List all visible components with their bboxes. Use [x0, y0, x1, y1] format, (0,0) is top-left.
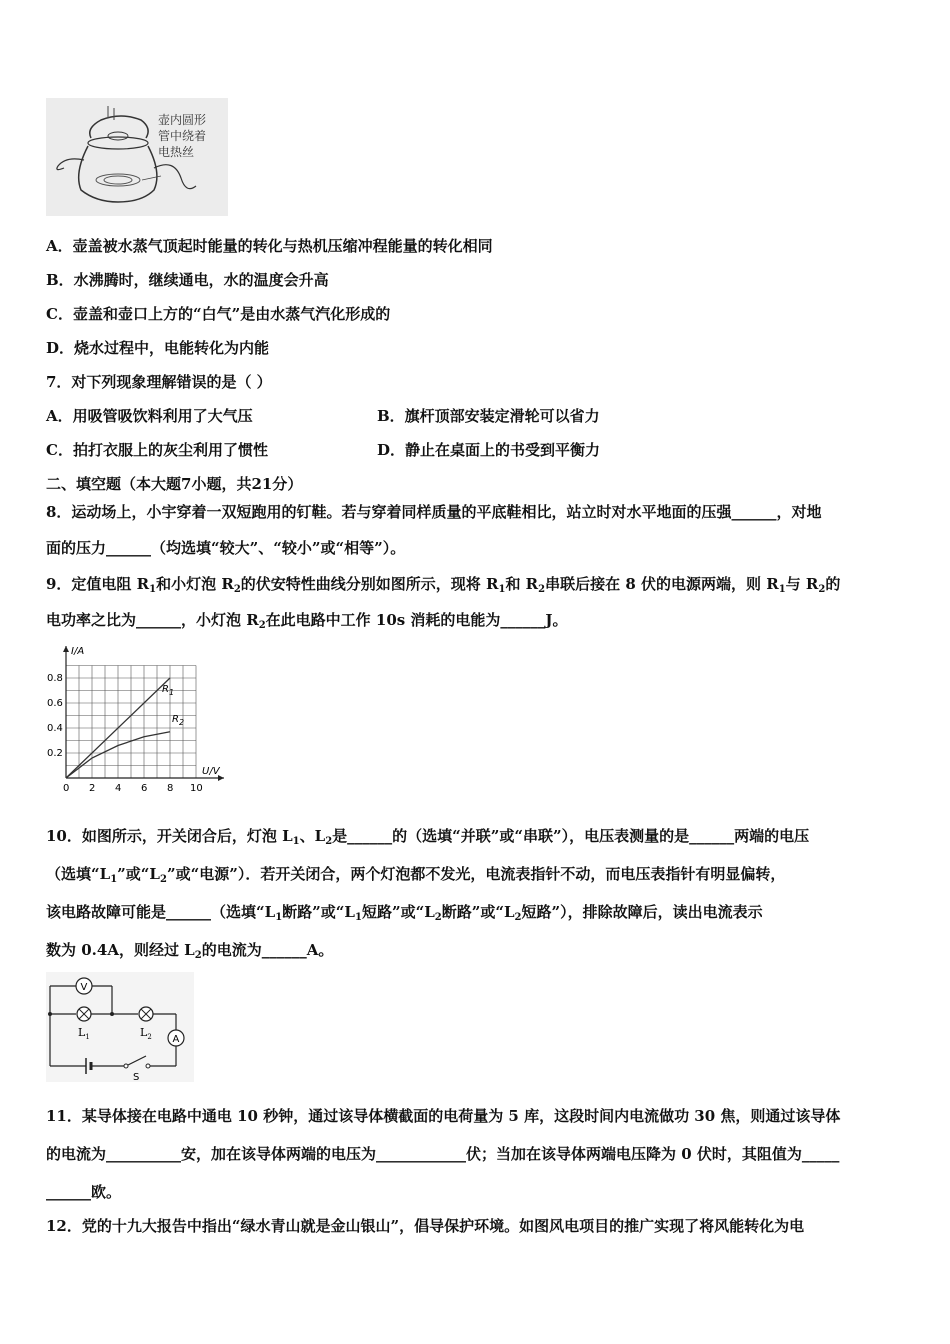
q10-text: 断路”或“L	[282, 903, 355, 921]
r2-label-sub: 2	[178, 718, 185, 727]
ammeter-label: A	[172, 1034, 180, 1045]
q7-row-1	[46, 406, 253, 426]
lamp-l2-label-sub: 2	[147, 1033, 152, 1041]
q10-sub: 2	[325, 836, 333, 847]
q9-sub: 2	[258, 620, 266, 631]
y-axis-label: I/A	[71, 646, 85, 657]
q6-option-c: C．壶盖和壶口上方的“白气”是由水蒸气汽化形成的	[46, 305, 391, 323]
voltmeter-label: V	[80, 982, 88, 993]
r2-label-main: R	[172, 714, 179, 725]
x-tick-8: 8	[167, 783, 174, 794]
x-tick-4: 4	[115, 783, 122, 794]
q8-line-1: 8．运动场上，小宇穿着一双短跑用的钉鞋。若与穿着同样质量的平底鞋相比，站立时对水平地面的压强______，对地	[46, 503, 822, 521]
q6-option-d: D．烧水过程中，电能转化为内能	[46, 339, 270, 357]
r1-label-sub: 1	[168, 688, 175, 697]
q10-text: 该电路故障可能是______（选填“L	[46, 903, 276, 921]
q9-line-1	[46, 574, 840, 594]
q10-sub: 1	[110, 874, 118, 885]
q7-option-d: D．静止在桌面上的书受到平衡力	[377, 441, 601, 459]
q10-text: ”或“L	[117, 865, 160, 883]
kettle-label-3: 电热丝	[158, 145, 195, 159]
q10-line-2	[46, 864, 785, 884]
q9-text: 与 R	[785, 575, 819, 593]
circuit-figure	[46, 972, 194, 1082]
q6-option-a: A．壶盖被水蒸气顶起时能量的转化与热机压缩冲程能量的转化相同	[46, 237, 493, 255]
q10-line-4	[46, 940, 333, 960]
q9-sub: 1	[498, 584, 506, 595]
circuit-svg	[46, 972, 194, 1082]
iu-graph-svg	[46, 640, 236, 800]
q7-option-b: B．旗杆顶部安装定滑轮可以省力	[377, 407, 600, 425]
q11-line-3: ______欧。	[46, 1183, 122, 1201]
x-tick-0: 0	[63, 783, 70, 794]
q10-text: 是______的（选填“并联”或“串联”），电压表测量的是______两端的电压	[332, 827, 810, 845]
q9-text: 的	[825, 575, 841, 593]
q10-sub: 1	[292, 836, 300, 847]
q10-text: （选填“L	[46, 865, 111, 883]
kettle-label-1: 壶内圆形	[158, 113, 207, 127]
q9-text: 的伏安特性曲线分别如图所示，现将 R	[240, 575, 499, 593]
lamp-l2-label-main: L	[140, 1026, 148, 1039]
q10-sub: 2	[159, 874, 167, 885]
q9-text: 串联后接在 8 伏的电源两端，则 R	[545, 575, 779, 593]
q9-sub: 2	[233, 584, 241, 595]
q7-stem: 7．对下列现象理解错误的是（ ）	[46, 373, 272, 391]
q10-sub: 1	[354, 912, 362, 923]
x-tick-2: 2	[89, 783, 96, 794]
q10-line-1	[46, 826, 809, 846]
y-tick-08: 0.8	[47, 673, 63, 684]
q9-text: 和小灯泡 R	[156, 575, 234, 593]
x-tick-6: 6	[141, 783, 148, 794]
q9-sub: 2	[538, 584, 546, 595]
y-axis-arrow	[63, 646, 69, 652]
q10-text: 、L	[299, 827, 326, 845]
q9-text: 和 R	[505, 575, 539, 593]
x-axis-label: U/V	[202, 766, 220, 777]
q10-text: 断路”或“L	[441, 903, 515, 921]
switch-label: S	[133, 1072, 140, 1082]
q10-line-3	[46, 902, 763, 922]
q10-text: 短路”），排除故障后，读出电流表示	[521, 903, 763, 921]
y-tick-06: 0.6	[47, 698, 63, 709]
kettle-label-2: 管中绕着	[158, 129, 207, 143]
q6-option-b: B．水沸腾时，继续通电，水的温度会升高	[46, 271, 329, 289]
q9-text: 在此电路中工作 10s 消耗的电能为______J。	[265, 611, 568, 629]
x-tick-10: 10	[190, 783, 203, 794]
q11-line-2: 的电流为__________安，加在该导体两端的电压为____________伏；当加在该导体两端电压降为 0 伏时，其阻值为_____	[46, 1145, 840, 1163]
q10-sub: 1	[275, 912, 283, 923]
q9-sub: 1	[778, 584, 786, 595]
q10-sub: 2	[194, 950, 202, 961]
q10-sub: 2	[514, 912, 522, 923]
y-tick-02: 0.2	[47, 748, 63, 759]
r2-label	[172, 714, 184, 727]
q12-line-1: 12．党的十九大报告中指出“绿水青山就是金山银山”，倡导保护环境。如图风电项目的推广实现了将风能转化为电	[46, 1217, 805, 1235]
q9-line-2	[46, 610, 568, 630]
y-tick-04: 0.4	[47, 723, 63, 734]
q9-sub: 2	[818, 584, 826, 595]
q10-text: 的电流为______A。	[201, 941, 334, 959]
r1-label-main: R	[162, 684, 169, 695]
q10-text: 10．如图所示，开关闭合后，灯泡 L	[46, 827, 293, 845]
q7-option-a: A．用吸管吸饮料利用了大气压	[46, 407, 253, 425]
q7-option-c: C．拍打衣服上的灰尘利用了惯性	[46, 441, 268, 459]
r1-label	[162, 684, 174, 697]
iu-graph	[46, 640, 236, 800]
q11-line-1: 11．某导体接在电路中通电 10 秒钟，通过该导体横截面的电荷量为 5 库，这段时间内电流做功 30 焦，则通过该导体	[46, 1107, 841, 1125]
q10-text: ”或“电源”）．若开关闭合，两个灯泡都不发光，电流表指针不动，而电压表指针有明显偏转，	[166, 865, 786, 883]
q9-sub: 1	[149, 584, 157, 595]
q9-text: 电功率之比为______，小灯泡 R	[46, 611, 259, 629]
q10-text: 短路”或“L	[361, 903, 435, 921]
q8-line-2: 面的压力______（均选填“较大”、“较小”或“相等”）。	[46, 539, 406, 557]
section-heading: 二、填空题（本大题7小题，共21分）	[46, 475, 303, 493]
lamp-l1-label-main: L	[78, 1026, 86, 1039]
q9-text: 9．定值电阻 R	[46, 575, 150, 593]
q10-sub: 2	[434, 912, 442, 923]
q10-text: 数为 0.4A，则经过 L	[46, 941, 195, 959]
lamp-l1-label-sub: 1	[85, 1033, 90, 1041]
kettle-figure	[46, 98, 228, 216]
